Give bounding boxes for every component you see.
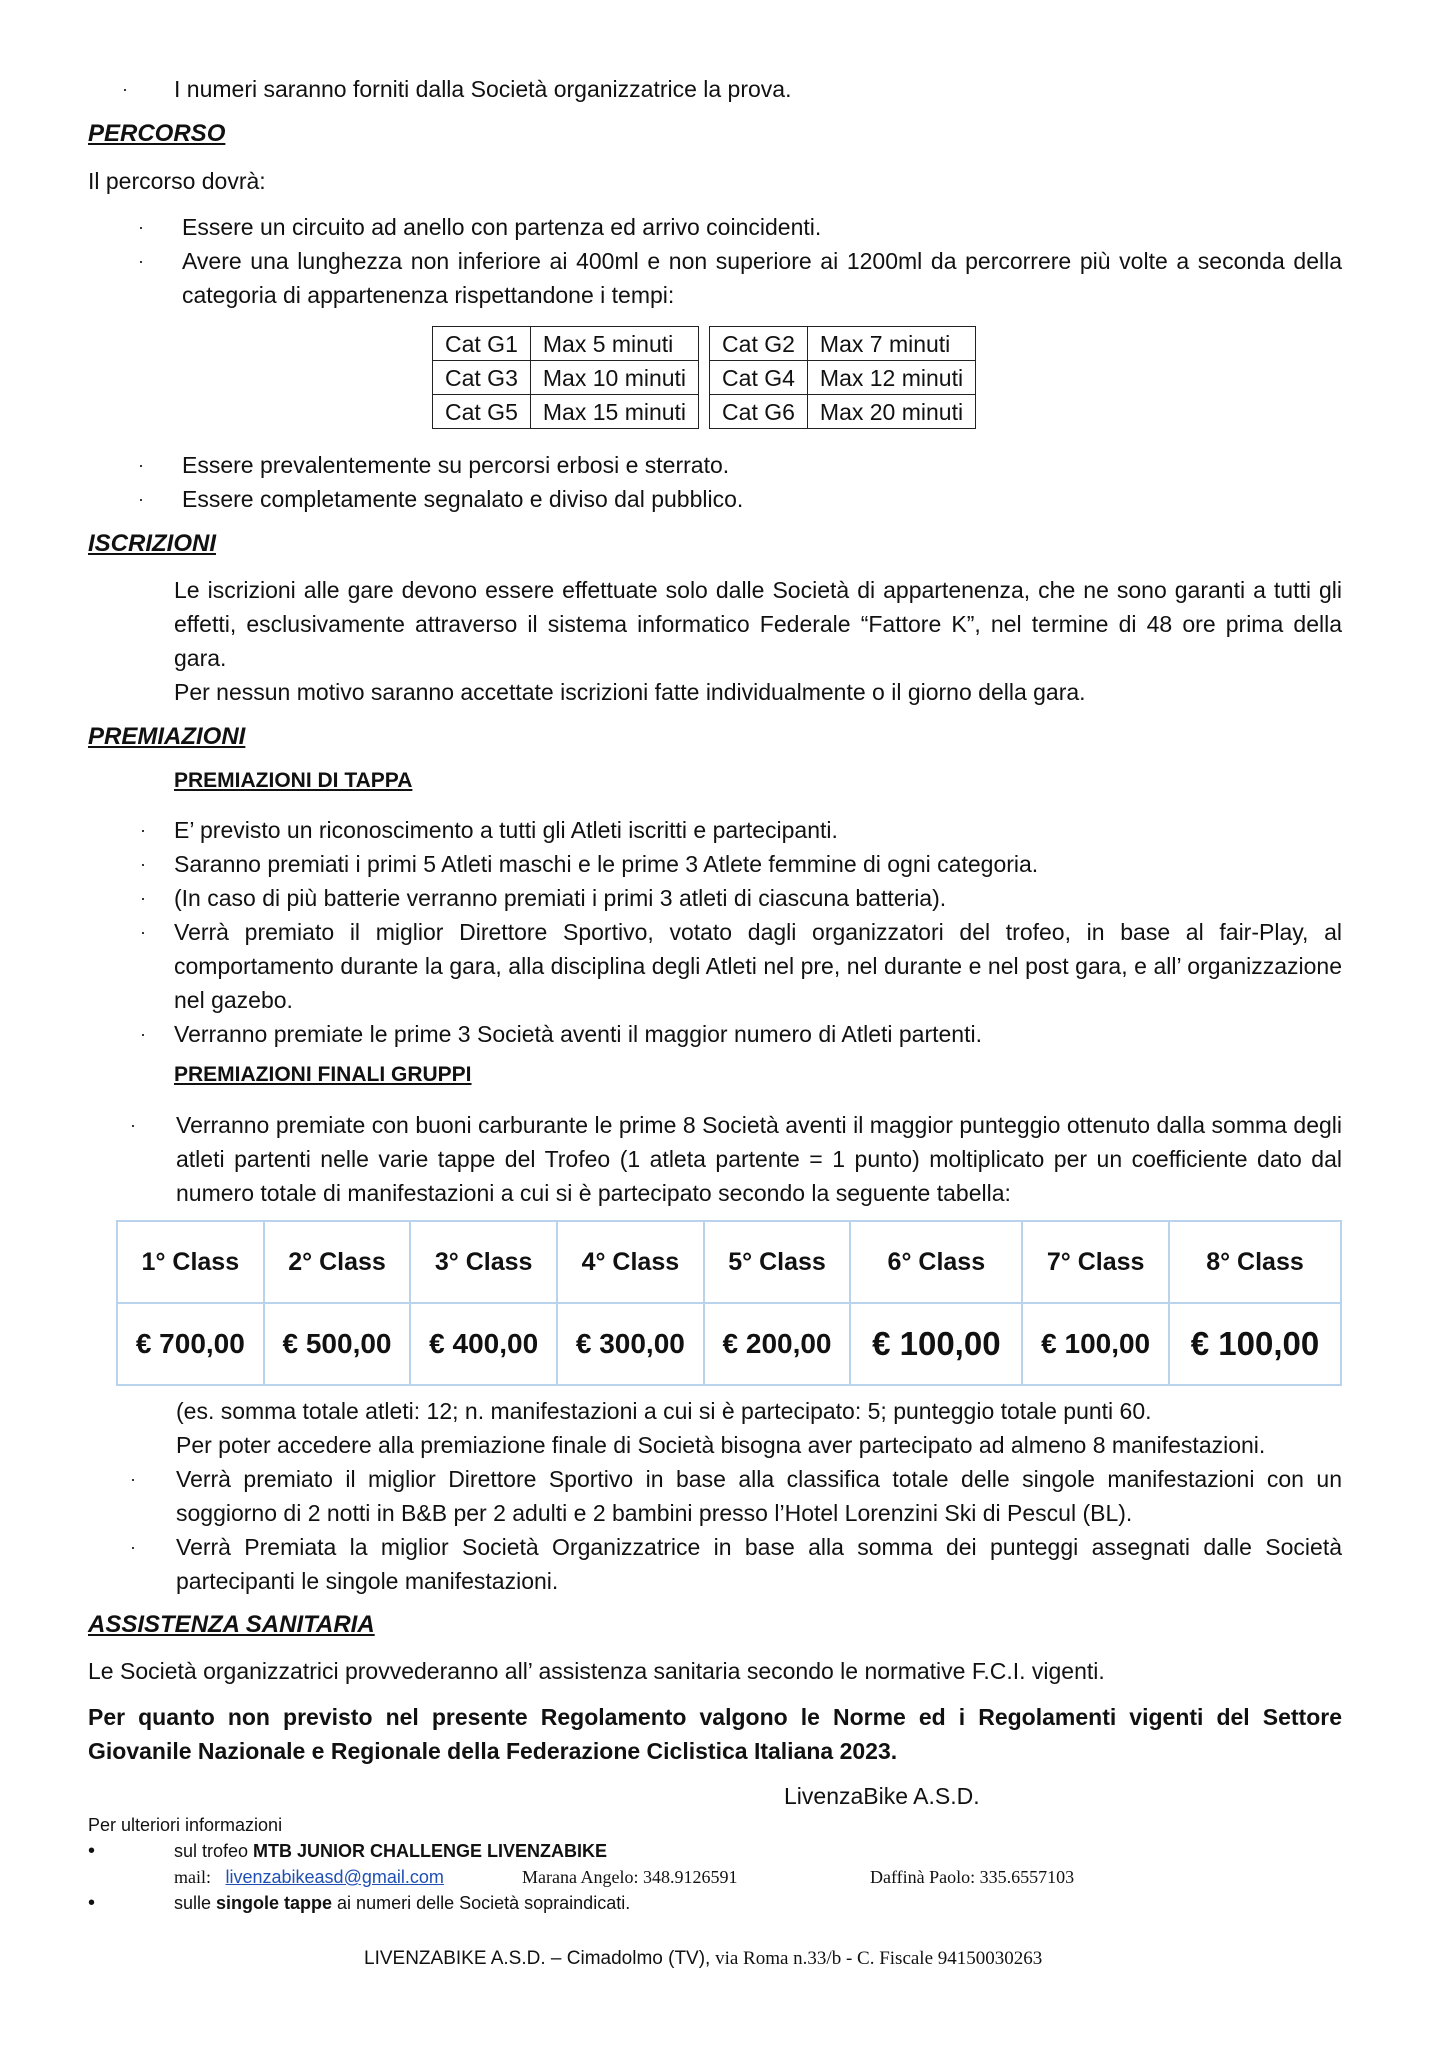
bullet-dot: · bbox=[138, 251, 144, 271]
tappa-bullet-1: E’ previsto un riconoscimento a tutti gli Atleti iscritti e partecipanti. bbox=[174, 817, 838, 843]
table-cell: Max 15 minuti bbox=[530, 395, 698, 429]
premiazioni-tappa-heading: PREMIAZIONI DI TAPPA bbox=[174, 769, 413, 792]
bullet-dot: · bbox=[138, 489, 144, 509]
category-time-table bbox=[432, 326, 976, 429]
table-gap bbox=[699, 361, 710, 395]
table-cell: Max 5 minuti bbox=[530, 327, 698, 361]
prize-value-cell: € 400,00 bbox=[410, 1303, 557, 1385]
iscrizioni-paragraph: Le iscrizioni alle gare devono essere effettuate solo dalle Società di appartenenza, che ne sono garanti a tutti gli effetti, esclusivamente attraverso il sistema informatico Federale “Fattore K”, nel termine di 48 ore prima della gara. bbox=[174, 577, 1342, 671]
bullet-dot: · bbox=[122, 79, 128, 99]
mail-label: mail: bbox=[174, 1867, 211, 1887]
premiazioni-finali-heading: PREMIAZIONI FINALI GRUPPI bbox=[174, 1063, 472, 1086]
table-gap bbox=[699, 395, 710, 429]
iscrizioni-heading: ISCRIZIONI bbox=[88, 530, 217, 557]
table-row bbox=[433, 395, 976, 429]
percorso-bullet-1: Essere un circuito ad anello con partenza ed arrivo coincidenti. bbox=[182, 214, 822, 240]
prize-value-row bbox=[117, 1303, 1341, 1385]
info-lead: Per ulteriori informazioni bbox=[88, 1815, 283, 1835]
table-row bbox=[433, 361, 976, 395]
info-line-1 bbox=[174, 1838, 607, 1864]
table-cell: Max 12 minuti bbox=[807, 361, 975, 395]
prize-header-cell: 3° Class bbox=[410, 1221, 557, 1303]
prize-header-cell: 7° Class bbox=[1022, 1221, 1169, 1303]
table-cell: Max 7 minuti bbox=[807, 327, 975, 361]
premiazioni-heading: PREMIAZIONI bbox=[88, 723, 246, 750]
info-line-2-post: ai numeri delle Società sopraindicati. bbox=[332, 1893, 631, 1913]
percorso-heading: PERCORSO bbox=[88, 120, 226, 147]
info-line-2 bbox=[174, 1890, 630, 1916]
footer-serif: via Roma n.33/b - C. Fiscale 94150030263 bbox=[710, 1948, 1043, 1969]
bullet-dot: · bbox=[140, 922, 146, 942]
prize-header-cell: 5° Class bbox=[704, 1221, 851, 1303]
bullet-dot: · bbox=[138, 217, 144, 237]
tappa-bullet-2: Saranno premiati i primi 5 Atleti maschi e le prime 3 Atlete femmine di ogni categoria. bbox=[174, 851, 1039, 877]
tappa-bullet-3: (In caso di più batterie verranno premiati i primi 3 atleti di ciascuna batteria). bbox=[174, 885, 947, 911]
prize-header-cell: 4° Class bbox=[557, 1221, 704, 1303]
table-row bbox=[433, 327, 976, 361]
prize-value-cell: € 100,00 bbox=[1169, 1303, 1341, 1385]
info-line-1-text: sul trofeo bbox=[174, 1841, 254, 1861]
table-cell: Cat G2 bbox=[710, 327, 808, 361]
prize-example: (es. somma totale atleti: 12; n. manifestazioni a cui si è partecipato: 5; punteggio totale punti 60. bbox=[176, 1398, 1152, 1424]
contact-daffina: Daffinà Paolo: 335.6557103 bbox=[870, 1867, 1075, 1887]
signature: LivenzaBike A.S.D. bbox=[784, 1783, 980, 1809]
table-cell: Cat G1 bbox=[433, 327, 531, 361]
prize-header-cell: 8° Class bbox=[1169, 1221, 1341, 1303]
table-cell: Cat G3 bbox=[433, 361, 531, 395]
table-cell: Cat G6 bbox=[710, 395, 808, 429]
percorso-bullet-4: Essere completamente segnalato e diviso dal pubblico. bbox=[182, 486, 744, 512]
bullet-dot: · bbox=[130, 1115, 136, 1135]
email-link[interactable]: livenzabikeasd@gmail.com bbox=[225, 1867, 444, 1887]
iscrizioni-note: Per nessun motivo saranno accettate iscrizioni fatte individualmente o il giorno della gara. bbox=[174, 679, 1086, 705]
percorso-bullet-2: Avere una lunghezza non inferiore ai 400ml e non superiore ai 1200ml da percorrere più volte a seconda della categoria di appartenenza rispettandone i tempi: bbox=[182, 248, 1342, 308]
final-bullet-1: Verrà premiato il miglior Direttore Sportivo in base alla classifica totale delle singole manifestazioni con un soggiorno di 2 notti in B&B per 2 adulti e 2 bambini presso l’Hotel Lorenzini Ski di Pescul (BL). bbox=[176, 1466, 1342, 1526]
assistenza-text: Le Società organizzatrici provvederanno all’ assistenza sanitaria secondo le normative F.C.I. vigenti. bbox=[88, 1658, 1105, 1684]
prize-header-cell: 1° Class bbox=[117, 1221, 264, 1303]
table-cell: Max 10 minuti bbox=[530, 361, 698, 395]
prize-value-cell: € 200,00 bbox=[704, 1303, 851, 1385]
percorso-bullet-3: Essere prevalentemente su percorsi erbosi e sterrato. bbox=[182, 452, 730, 478]
trophy-name: MTB JUNIOR CHALLENGE LIVENZABIKE bbox=[253, 1841, 608, 1861]
tappa-bullet-4: Verrà premiato il miglior Direttore Sportivo, votato dagli organizzatori del trofeo, in base al fair-Play, al comportamento durante la gara, alla disciplina degli Atleti nel pre, nel durante e nel post gara, e all’ organizzazione nel gazebo. bbox=[174, 919, 1342, 1013]
prize-value-cell: € 100,00 bbox=[1022, 1303, 1169, 1385]
prize-value-cell: € 100,00 bbox=[850, 1303, 1022, 1385]
table-gap bbox=[699, 327, 710, 361]
prize-value-cell: € 700,00 bbox=[117, 1303, 264, 1385]
bullet-dot: · bbox=[140, 888, 146, 908]
footer bbox=[364, 1946, 1042, 1972]
table-cell: Cat G4 bbox=[710, 361, 808, 395]
info-line-2-bold: singole tappe bbox=[216, 1893, 333, 1913]
footer-sans: LIVENZABIKE A.S.D. – Cimadolmo (TV), bbox=[364, 1948, 711, 1969]
table-cell: Max 20 minuti bbox=[807, 395, 975, 429]
info-line-2-pre: sulle bbox=[174, 1893, 217, 1913]
prize-header-cell: 2° Class bbox=[264, 1221, 411, 1303]
bullet-dot: · bbox=[130, 1537, 136, 1557]
intro-line: I numeri saranno forniti dalla Società organizzatrice la prova. bbox=[174, 76, 792, 102]
bullet-dot: · bbox=[140, 854, 146, 874]
assistenza-heading: ASSISTENZA SANITARIA bbox=[88, 1611, 375, 1638]
prize-requirement: Per poter accedere alla premiazione finale di Società bisogna aver partecipato ad almeno 8 manifestazioni. bbox=[176, 1432, 1266, 1458]
prize-value-cell: € 500,00 bbox=[264, 1303, 411, 1385]
contact-marana: Marana Angelo: 348.9126591 bbox=[522, 1867, 738, 1887]
percorso-lead: Il percorso dovrà: bbox=[88, 168, 266, 194]
finali-bullet: Verranno premiate con buoni carburante le prime 8 Società aventi il maggior punteggio ottenuto dalla somma degli atleti partenti nelle varie tappe del Trofeo (1 atleta partente = 1 punto) moltiplicato per un coefficiente dato dal numero totale di manifestazioni a cui si è partecipato secondo la seguente tabella: bbox=[176, 1112, 1342, 1206]
contact-row bbox=[174, 1864, 444, 1890]
closing-statement: Per quanto non previsto nel presente Regolamento valgono le Norme ed i Regolamenti vigenti del Settore Giovanile Nazionale e Regionale della Federazione Ciclistica Italiana 2023. bbox=[88, 1704, 1342, 1764]
bullet-dot: · bbox=[140, 820, 146, 840]
prize-table bbox=[116, 1220, 1342, 1386]
prize-header-row bbox=[117, 1221, 1341, 1303]
bullet-dot: • bbox=[88, 1840, 96, 1862]
bullet-dot: • bbox=[88, 1892, 96, 1914]
tappa-bullet-5: Verranno premiate le prime 3 Società aventi il maggior numero di Atleti partenti. bbox=[174, 1021, 982, 1047]
table-cell: Cat G5 bbox=[433, 395, 531, 429]
prize-value-cell: € 300,00 bbox=[557, 1303, 704, 1385]
bullet-dot: · bbox=[138, 455, 144, 475]
bullet-dot: · bbox=[140, 1024, 146, 1044]
prize-header-cell: 6° Class bbox=[850, 1221, 1022, 1303]
bullet-dot: · bbox=[130, 1469, 136, 1489]
final-bullet-2: Verrà Premiata la miglior Società Organizzatrice in base alla somma dei punteggi assegnati dalle Società partecipanti le singole manifestazioni. bbox=[176, 1534, 1342, 1594]
